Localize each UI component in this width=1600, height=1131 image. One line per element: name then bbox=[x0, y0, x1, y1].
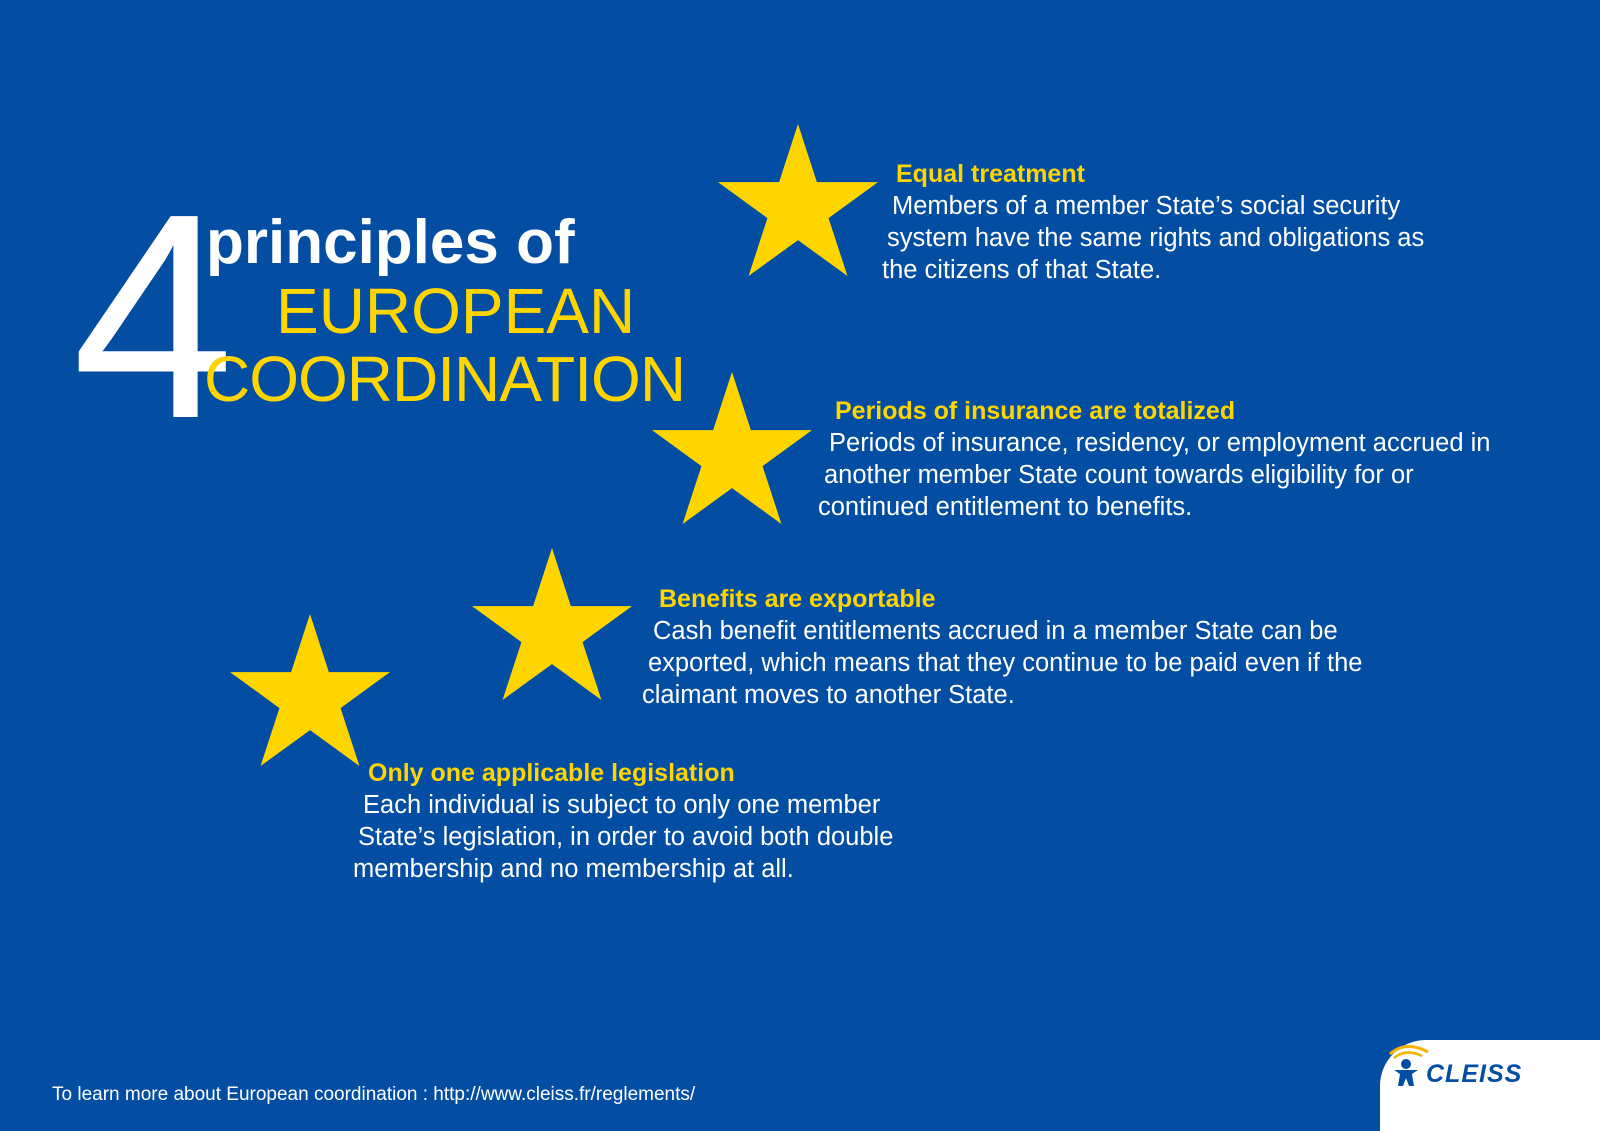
principle-text-line: system have the same rights and obligations as bbox=[887, 224, 1425, 252]
principle-text-line: exported, which means that they continue to be paid even if the bbox=[648, 649, 1363, 677]
principle-equal-treatment bbox=[882, 158, 1424, 286]
star-icon bbox=[472, 548, 632, 700]
principle-text-line: State’s legislation, in order to avoid both double bbox=[358, 823, 894, 851]
principle-text-line: membership and no membership at all. bbox=[353, 855, 794, 883]
principle-text-line: Cash benefit entitlements accrued in a member State can be bbox=[653, 617, 1338, 645]
principle-one-legislation bbox=[353, 757, 893, 885]
principle-benefits-exportable bbox=[642, 583, 1362, 711]
star-icon bbox=[652, 372, 812, 524]
principle-heading: Equal treatment bbox=[896, 160, 1085, 188]
title-line-european: EUROPEAN bbox=[276, 275, 636, 347]
principle-text-line: claimant moves to another State. bbox=[642, 681, 1015, 709]
star-icon bbox=[718, 124, 878, 276]
footer-link-text[interactable]: To learn more about European coordination : http://www.cleiss.fr/reglements/ bbox=[52, 1084, 696, 1105]
star-icon bbox=[230, 614, 390, 766]
principle-text-line: Members of a member State’s social security bbox=[892, 192, 1401, 220]
cleiss-logo-text: CLEISS bbox=[1426, 1060, 1523, 1088]
title-number: 4 bbox=[72, 153, 229, 479]
principle-periods-totalized bbox=[818, 395, 1490, 523]
title-line-principles: principles of bbox=[206, 208, 575, 277]
principle-text-line: the citizens of that State. bbox=[882, 256, 1162, 284]
principle-text-line: another member State count towards eligibility for or bbox=[824, 461, 1414, 489]
principle-text-line: continued entitlement to benefits. bbox=[818, 493, 1193, 521]
principle-text-line: Periods of insurance, residency, or employment accrued in bbox=[829, 429, 1491, 457]
principle-heading: Periods of insurance are totalized bbox=[835, 397, 1236, 425]
principle-heading: Only one applicable legislation bbox=[368, 759, 735, 787]
cleiss-logo[interactable] bbox=[1380, 1040, 1600, 1131]
title-line-coordination: COORDINATION bbox=[204, 343, 686, 415]
principle-heading: Benefits are exportable bbox=[659, 585, 936, 613]
principle-text-line: Each individual is subject to only one member bbox=[363, 791, 881, 819]
